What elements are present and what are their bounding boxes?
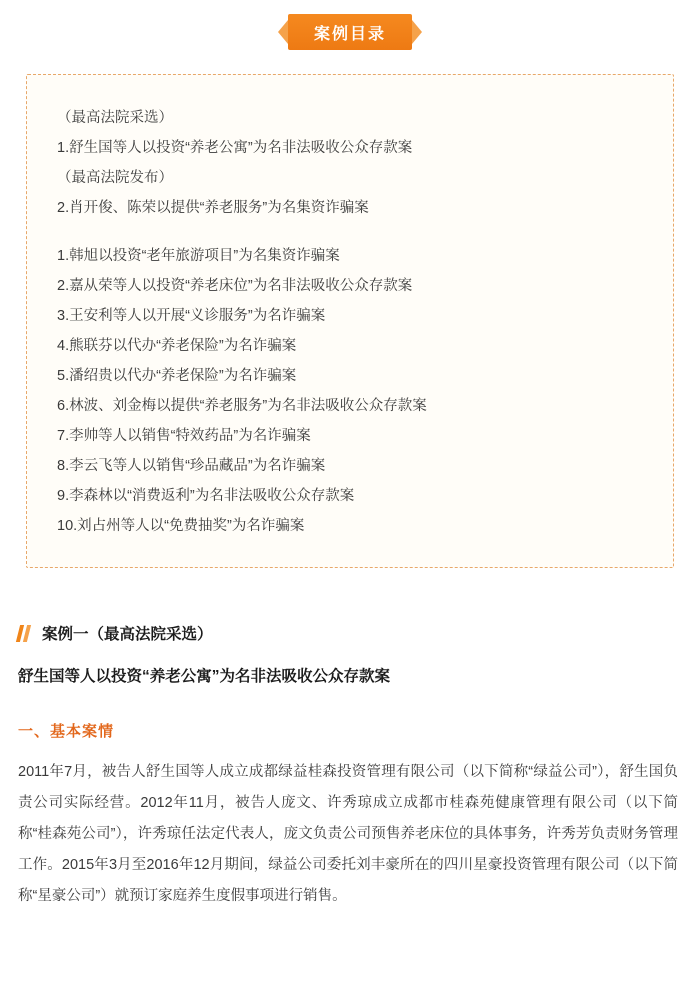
catalog-item: 10.刘占州等人以“免费抽奖”为名诈骗案 — [57, 518, 305, 534]
sub-heading: 一、基本案情 — [18, 723, 115, 740]
catalog-item: 6.林波、刘金梅以提供“养老服务”为名非法吸收公众存款案 — [57, 398, 427, 414]
catalog-item: 5.潘绍贵以代办“养老保险”为名诈骗案 — [57, 368, 297, 384]
catalog-item: 7.李帅等人以销售“特效药品”为名诈骗案 — [57, 428, 311, 444]
section-heading — [18, 622, 674, 644]
catalog-item: 2.肖开俊、陈荣以提供“养老服务”为名集资诈骗案 — [57, 200, 369, 216]
catalog-item: 4.熊联芬以代办“养老保险”为名诈骗案 — [57, 338, 297, 354]
catalog-item: 1.舒生国等人以投资“养老公寓”为名非法吸收公众存款案 — [57, 140, 413, 156]
page-title-banner: 案例目录 — [288, 14, 412, 50]
case-title: 舒生国等人以投资“养老公寓”为名非法吸收公众存款案 — [18, 668, 391, 685]
catalog-item: 8.李云飞等人以销售“珍品藏品”为名诈骗案 — [57, 458, 326, 474]
catalog-item: （最高法院采选） — [57, 110, 173, 126]
case-body-paragraph: 2011年7月，被告人舒生国等人成立成都绿益桂森投资管理有限公司（以下简称“绿益公司”），舒生国负责公司实际经营。2012年11月，被告人庞文、许秀琼成立成都市桂森苑健康管理有限公司（以下简称“桂森苑公司”），许秀琼任法定代表人，庞文负责公司预售养老床位的具体事务，许秀芳负责财务管理工作。2015年3月至2016年12月期间，绿益公司委托刘丰豪所在的四川星豪投资管理有限公司（以下简称“星豪公司”）就预订家庭养生度假事项进行销售。 — [18, 764, 678, 904]
section-heading-label: 案例一（最高法院采选） — [42, 626, 213, 643]
catalog-item: 1.韩旭以投资“老年旅游项目”为名集资诈骗案 — [57, 248, 340, 264]
catalog-item: 2.嘉从荣等人以投资“养老床位”为名非法吸收公众存款案 — [57, 278, 413, 294]
catalog-item: （最高法院发布） — [57, 170, 173, 186]
catalog-box — [26, 74, 674, 568]
banner-container — [0, 0, 700, 50]
catalog-item: 3.王安利等人以开展“义诊服务”为名诈骗案 — [57, 308, 326, 324]
catalog-item: 9.李森林以“消费返利”为名非法吸收公众存款案 — [57, 488, 355, 504]
slash-bars-icon — [18, 625, 32, 642]
